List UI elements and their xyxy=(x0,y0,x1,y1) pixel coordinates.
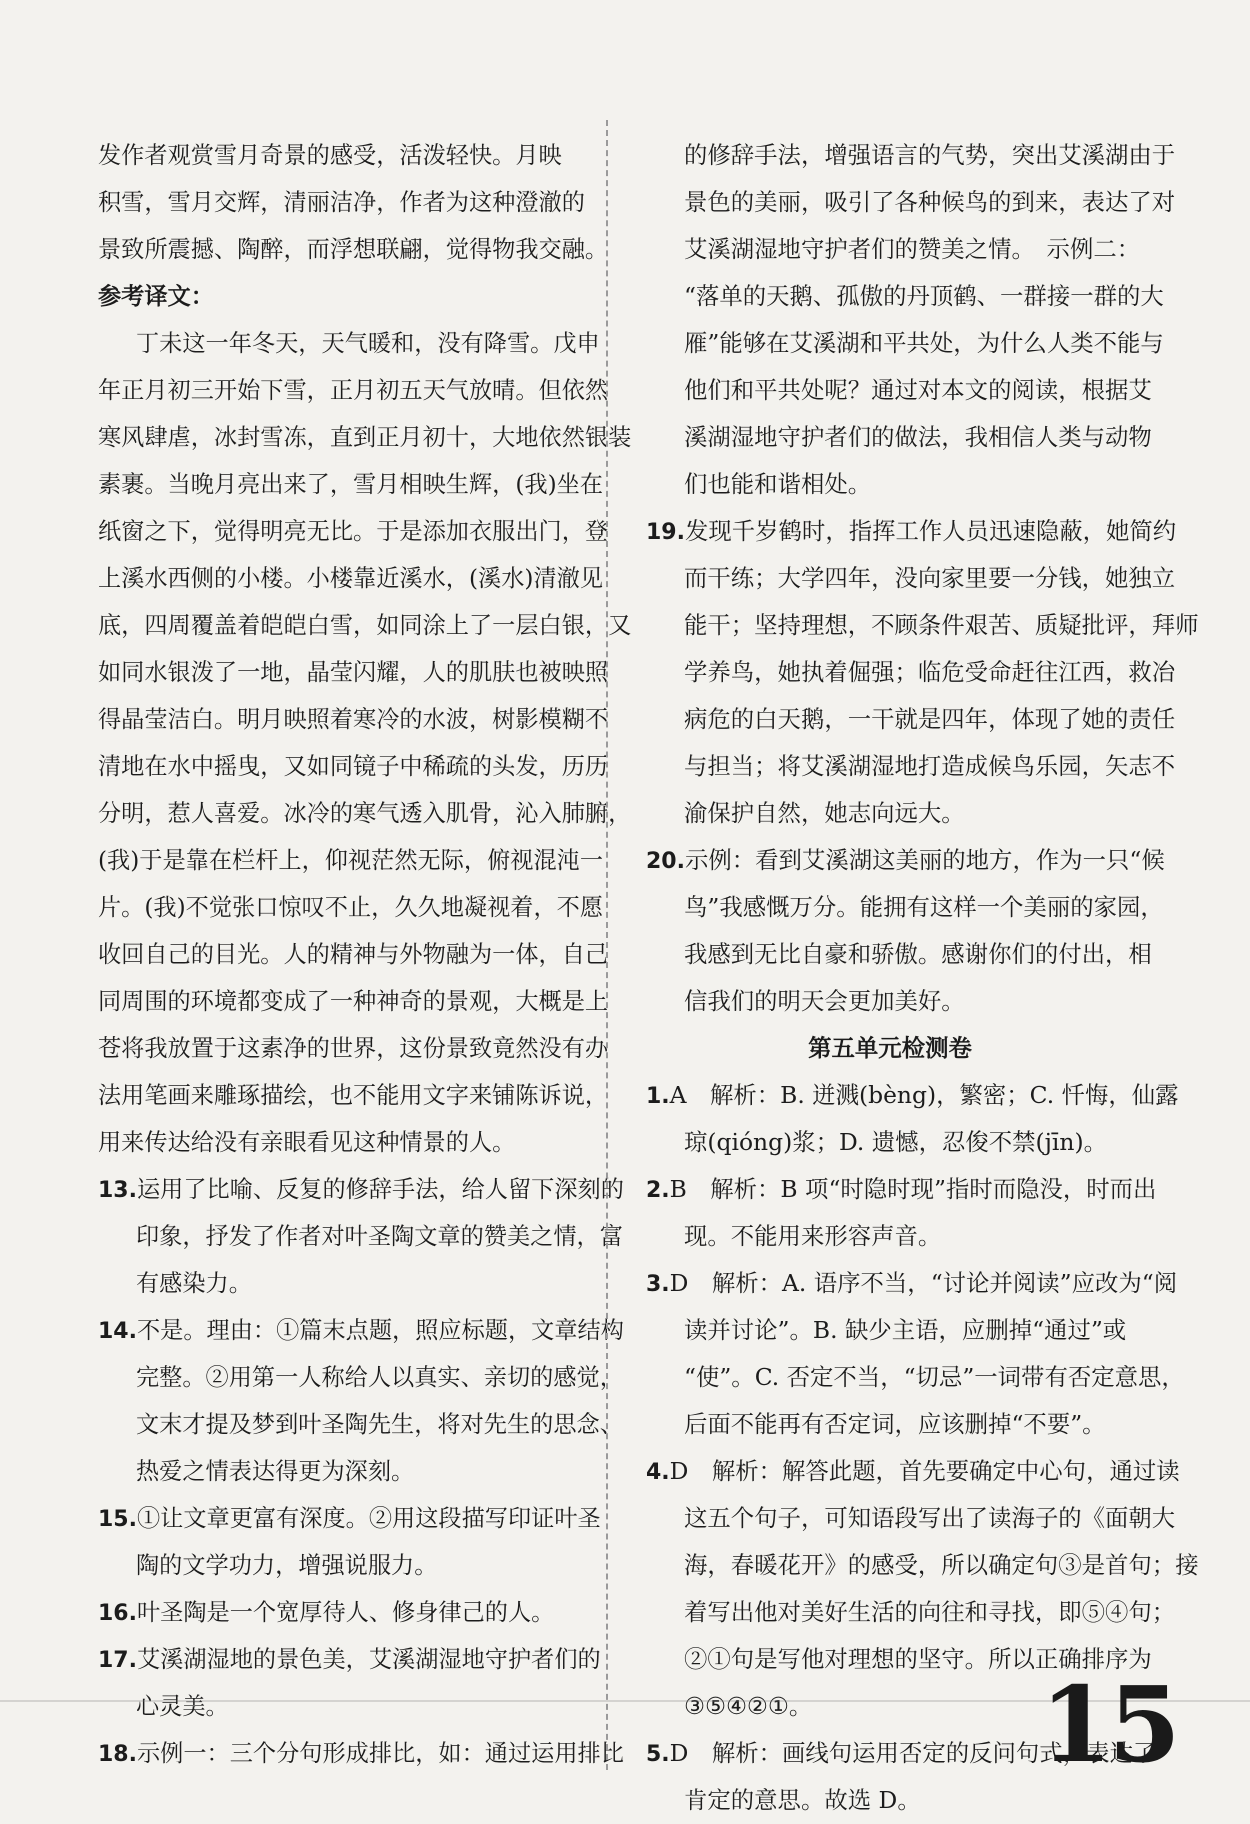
text-line: 而干练；大学四年，没向家里要一分钱，她独立 xyxy=(684,564,1176,592)
text-line: 上溪水西侧的小楼。小楼靠近溪水，(溪水)清澈见 xyxy=(98,565,604,592)
answer-number: 17. xyxy=(98,1648,137,1673)
answer-text: 不是。理由：①篇末点题，照应标题，文章结构 xyxy=(136,1317,624,1344)
text-line: 他们和平共处呢？通过对本文的阅读，根据艾 xyxy=(684,376,1152,404)
unit-title: 第五单元检测卷 xyxy=(808,1034,972,1062)
answer-text: 示例一：三个分句形成排比，如：通过运用排比 xyxy=(136,1740,624,1767)
text-line: 分明，惹人喜爱。冰冷的寒气透入肌骨，沁入肺腑， xyxy=(98,800,632,827)
text-line: 丁未这一年冬天，天气暖和，没有降雪。戊申 xyxy=(136,330,600,357)
text-line: 艾溪湖湿地守护者们的赞美之情。 示例二： xyxy=(684,235,1141,263)
text-line: 同周围的环境都变成了一种神奇的景观，大概是上 xyxy=(98,988,609,1015)
answer-text: ①让文章更富有深度。②用这段描写印证叶圣 xyxy=(136,1505,601,1532)
text-line: 们也能和谐相处。 xyxy=(684,470,872,498)
text-line: 与担当；将艾溪湖湿地打造成候鸟乐园，矢志不 xyxy=(684,752,1176,780)
answer-item xyxy=(646,1260,1178,1307)
text-line: 溪湖湿地守护者们的做法，我相信人类与动物 xyxy=(684,423,1152,451)
answer-item xyxy=(98,1495,601,1542)
text-line: 素裹。当晚月亮出来了，雪月相映生辉，(我)坐在 xyxy=(98,471,604,498)
answer-item xyxy=(646,1166,1157,1213)
page-number: 15 xyxy=(1040,1663,1177,1786)
answer-text: 艾溪湖湿地的景色美，艾溪湖湿地守护者们的 xyxy=(136,1646,601,1673)
text-line: 学养鸟，她执着倔强；临危受命赶往江西，救冶 xyxy=(684,658,1176,686)
text-line: ②①句是写他对理想的坚守。所以正确排序为 xyxy=(684,1645,1152,1673)
answer-text: A 解析：B. 迸溅(bèng)，繁密；C. 忏悔，仙露 xyxy=(669,1081,1179,1109)
text-line: 渝保护自然，她志向远大。 xyxy=(684,799,965,827)
text-line: 发作者观赏雪月奇景的感受，活泼轻快。月映 xyxy=(98,142,562,169)
text-line: 得晶莹洁白。明月映照着寒冷的水波，树影模糊不 xyxy=(98,706,609,733)
text-line: “落单的天鹅、孤傲的丹顶鹤、一群接一群的大 xyxy=(684,282,1164,310)
text-line: 后面不能再有否定词，应该删掉“不要”。 xyxy=(684,1410,1106,1438)
text-line: 琼(qióng)浆；D. 遗憾，忍俊不禁(jīn)。 xyxy=(684,1128,1107,1156)
text-line: 鸟”我感慨万分。能拥有这样一个美丽的家园， xyxy=(684,893,1164,921)
answer-number: 5. xyxy=(646,1742,670,1767)
text-line: 着写出他对美好生活的向往和寻找，即⑤④句； xyxy=(684,1598,1176,1626)
answer-item xyxy=(98,1307,624,1354)
section-heading: 参考译文： xyxy=(98,283,214,310)
text-line: 年正月初三开始下雪，正月初五天气放晴。但依然 xyxy=(98,377,609,404)
answer-text: 发现千岁鹤时，指挥工作人员迅速隐蔽，她简约 xyxy=(684,517,1177,545)
answer-item xyxy=(98,1589,578,1636)
answer-item xyxy=(98,1730,624,1777)
text-line: 肯定的意思。故选 D。 xyxy=(684,1786,921,1814)
answer-text: 示例：看到艾溪湖这美丽的地方，作为一只“候 xyxy=(684,846,1165,874)
column-divider xyxy=(606,120,608,1770)
text-line: 心灵美。 xyxy=(136,1693,229,1720)
left-column xyxy=(98,132,632,1777)
answer-item xyxy=(98,1166,624,1213)
answer-item xyxy=(646,1072,1179,1119)
answer-text: 叶圣陶是一个宽厚待人、修身律己的人。 xyxy=(136,1599,555,1626)
text-line: 这五个句子，可知语段写出了读海子的《面朝大 xyxy=(684,1504,1176,1532)
text-line: ③⑤④②①。 xyxy=(684,1692,813,1720)
answer-item xyxy=(646,837,1165,884)
answer-text: D 解析：画线句运用否定的反问句式，表达了 xyxy=(669,1739,1157,1767)
text-line: 信我们的明天会更加美好。 xyxy=(684,987,965,1015)
text-line: 用来传达给没有亲眼看见这种情景的人。 xyxy=(98,1129,516,1156)
text-line: 积雪，雪月交辉，清丽洁净，作者为这种澄澈的 xyxy=(98,189,585,216)
text-line: 景致所震撼、陶醉，而浮想联翩，觉得物我交融。 xyxy=(98,236,609,263)
text-line: “使”。C. 否定不当，“切忌”一词带有否定意思， xyxy=(684,1363,1185,1391)
text-line: 有感染力。 xyxy=(136,1270,252,1297)
answer-number: 1. xyxy=(646,1084,670,1109)
text-line: 陶的文学功力，增强说服力。 xyxy=(136,1552,438,1579)
text-line: 底，四周覆盖着皑皑白雪，如同涂上了一层白银，又 xyxy=(98,612,632,639)
text-line: 如同水银泼了一地，晶莹闪耀，人的肌肤也被映照 xyxy=(98,659,609,686)
text-line: 病危的白天鹅，一干就是四年，体现了她的责任 xyxy=(684,705,1176,733)
text-line: 海，春暖花开》的感受，所以确定句③是首句；接 xyxy=(684,1551,1199,1579)
answer-number: 14. xyxy=(98,1319,137,1344)
text-line: 苍将我放置于这素净的世界，这份景致竟然没有办 xyxy=(98,1035,609,1062)
answer-number: 4. xyxy=(646,1460,670,1485)
answer-text: 运用了比喻、反复的修辞手法，给人留下深刻的 xyxy=(136,1176,624,1203)
text-line: 读并讨论”。B. 缺少主语，应删掉“通过”或 xyxy=(684,1316,1127,1344)
answer-number: 18. xyxy=(98,1742,137,1767)
right-column xyxy=(646,132,1199,1824)
text-line: 现。不能用来形容声音。 xyxy=(684,1222,942,1250)
text-line: 景色的美丽，吸引了各种候鸟的到来，表达了对 xyxy=(684,188,1176,216)
answer-number: 3. xyxy=(646,1272,670,1297)
answer-number: 19. xyxy=(646,520,685,545)
text-line: 热爱之情表达得更为深刻。 xyxy=(136,1458,415,1485)
text-line: 寒风肆虐，冰封雪冻，直到正月初十，大地依然银装 xyxy=(98,424,632,451)
text-line: 完整。②用第一人称给人以真实、亲切的感觉， xyxy=(136,1364,623,1391)
answer-text: D 解析：A. 语序不当，“讨论并阅读”应改为“阅 xyxy=(669,1269,1178,1297)
text-line: (我)于是靠在栏杆上，仰视茫然无际，俯视混沌一 xyxy=(98,847,604,874)
answer-item xyxy=(98,1636,601,1683)
text-line: 法用笔画来雕琢描绘，也不能用文字来铺陈诉说， xyxy=(98,1082,609,1109)
answer-item xyxy=(646,1448,1180,1495)
answer-number: 13. xyxy=(98,1178,137,1203)
text-line: 我感到无比自豪和骄傲。感谢你们的付出，相 xyxy=(684,940,1152,968)
answer-text: B 解析：B 项“时隐时现”指时而隐没，时而出 xyxy=(669,1175,1157,1203)
text-line: 雁”能够在艾溪湖和平共处，为什么人类不能与 xyxy=(684,329,1164,357)
text-line: 纸窗之下，觉得明亮无比。于是添加衣服出门，登 xyxy=(98,518,609,545)
answer-number: 15. xyxy=(98,1507,137,1532)
text-line: 印象，抒发了作者对叶圣陶文章的赞美之情，富 xyxy=(136,1223,623,1250)
answer-item xyxy=(646,508,1177,555)
text-line: 能干；坚持理想，不顾条件艰苦、质疑批评，拜师 xyxy=(684,611,1199,639)
answer-number: 20. xyxy=(646,849,685,874)
answer-text: D 解析：解答此题，首先要确定中心句，通过读 xyxy=(669,1457,1180,1485)
text-line: 的修辞手法，增强语言的气势，突出艾溪湖由于 xyxy=(684,141,1176,169)
text-line: 收回自己的目光。人的精神与外物融为一体，自己 xyxy=(98,941,609,968)
text-line: 片。(我)不觉张口惊叹不止，久久地凝视着，不愿 xyxy=(98,894,604,921)
answer-number: 16. xyxy=(98,1601,137,1626)
text-line: 清地在水中摇曳，又如同镜子中稀疏的头发，历历 xyxy=(98,753,609,780)
text-line: 文末才提及梦到叶圣陶先生，将对先生的思念、 xyxy=(136,1411,623,1438)
answer-number: 2. xyxy=(646,1178,670,1203)
